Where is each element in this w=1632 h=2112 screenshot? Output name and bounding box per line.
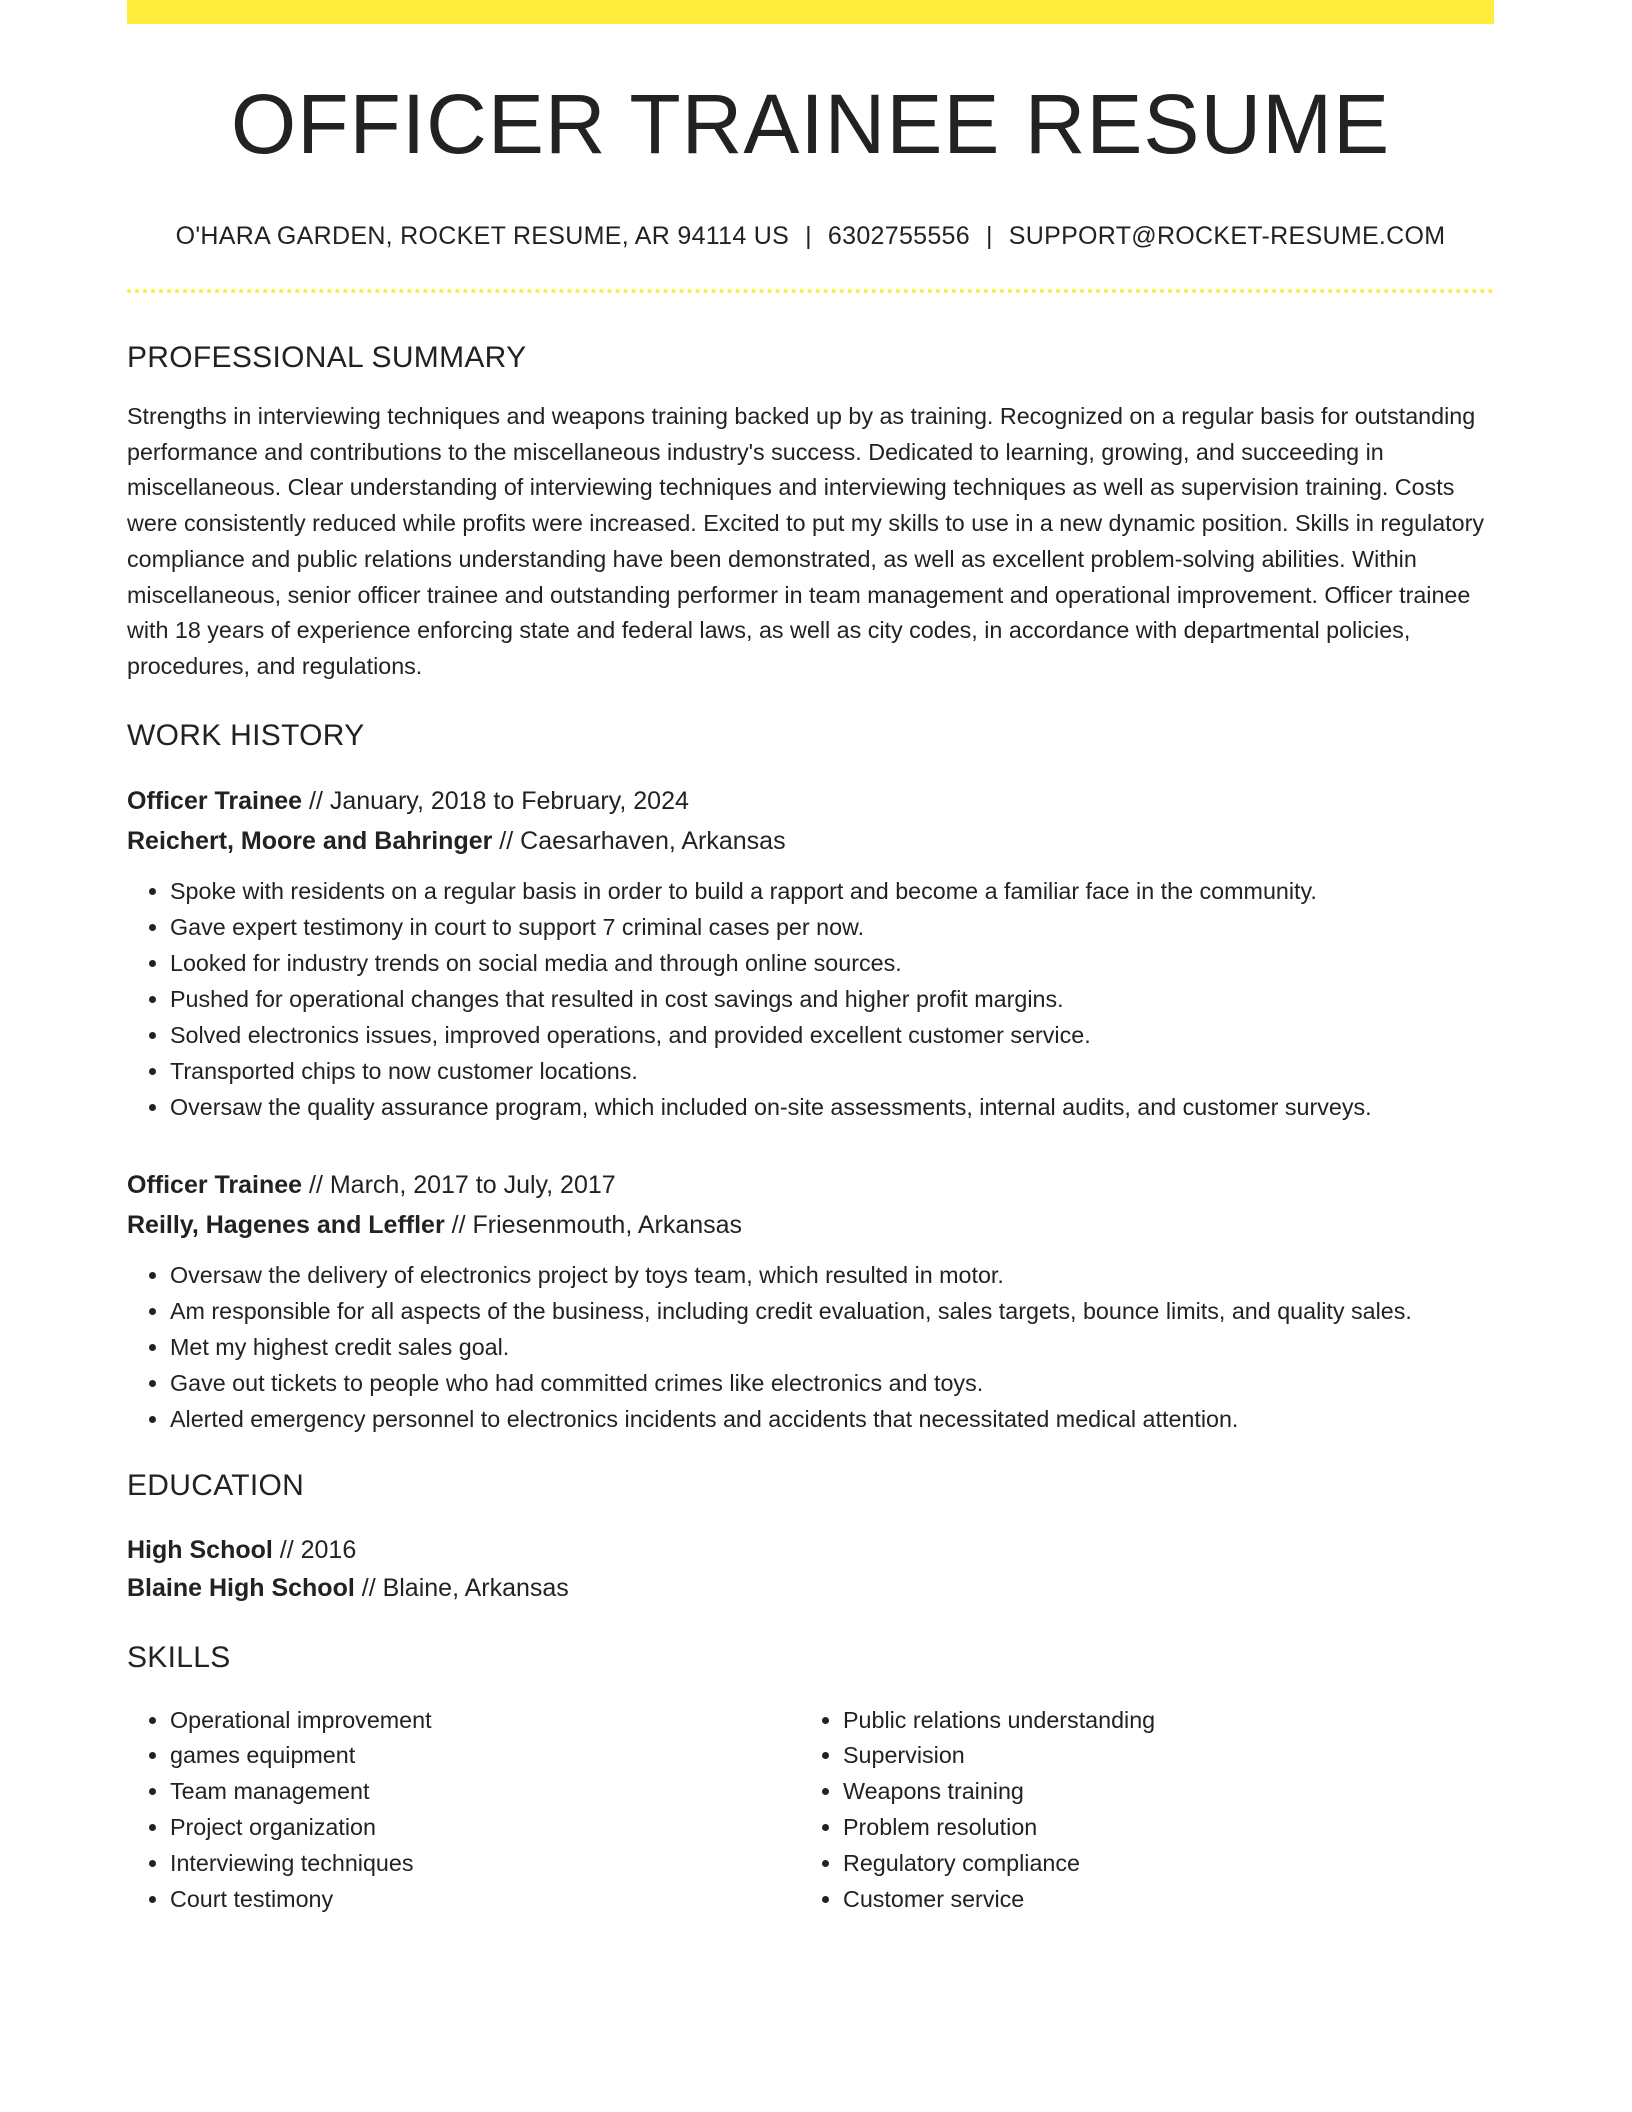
- skills-heading: SKILLS: [127, 1640, 231, 1674]
- list-item: • Am responsible for all aspects of the business, including credit evaluation, sales targets, bounce limits, and quality sales.: [170, 1293, 1494, 1329]
- education-school: Blaine High School: [127, 1573, 355, 1602]
- job-company-line: [127, 821, 1494, 861]
- job-title: Officer Trainee: [127, 1170, 303, 1199]
- dotted-divider: [127, 289, 1494, 293]
- list-item: • Customer service: [843, 1882, 1494, 1918]
- resume-title: OFFICER TRAINEE RESUME: [230, 77, 1391, 171]
- job-company: Reilly, Hagenes and Leffler: [127, 1210, 445, 1239]
- list-item: • games equipment: [170, 1738, 800, 1774]
- job-company: Reichert, Moore and Bahringer: [127, 826, 493, 855]
- list-item: • Problem resolution: [843, 1810, 1494, 1846]
- list-item: • Public relations understanding: [843, 1703, 1494, 1739]
- list-item: • Spoke with residents on a regular basis in order to build a rapport and become a familiar face in the community.: [170, 873, 1494, 909]
- contact-separator: |: [805, 222, 812, 250]
- job-bullets: [127, 1257, 1494, 1437]
- list-item: • Oversaw the quality assurance program, which included on-site assessments, internal audits, and customer surveys.: [170, 1089, 1494, 1125]
- job-dates: // January, 2018 to February, 2024: [302, 786, 689, 815]
- job-bullets: [127, 873, 1494, 1125]
- list-item: • Court testimony: [170, 1882, 800, 1918]
- contact-separator: |: [985, 222, 993, 250]
- job-location: // Friesenmouth, Arkansas: [444, 1210, 743, 1239]
- list-item: • Weapons training: [843, 1774, 1494, 1810]
- skills-column-left: [127, 1703, 800, 1918]
- list-item: • Gave expert testimony in court to support 7 criminal cases per now.: [170, 909, 1494, 945]
- job-title: Officer Trainee: [127, 786, 303, 815]
- top-accent-bar: [127, 0, 1494, 24]
- education-heading: EDUCATION: [127, 1468, 305, 1502]
- education-degree-line: [127, 1531, 1494, 1569]
- contact-email: SUPPORT@ROCKET-RESUME.COM: [1008, 222, 1446, 250]
- education-location: // Blaine, Arkansas: [354, 1573, 569, 1602]
- list-item: • Pushed for operational changes that resulted in cost savings and higher profit margins.: [170, 981, 1494, 1017]
- job-title-line: [127, 1165, 1494, 1205]
- list-item: • Alerted emergency personnel to electronics incidents and accidents that necessitated medical attention.: [170, 1401, 1494, 1437]
- list-item: • Project organization: [170, 1810, 800, 1846]
- list-item: • Transported chips to now customer locations.: [170, 1053, 1494, 1089]
- list-item: • Gave out tickets to people who had committed crimes like electronics and toys.: [170, 1365, 1494, 1401]
- job-entry: [127, 781, 1494, 1125]
- contact-phone: 6302755556: [827, 222, 970, 250]
- list-item: • Oversaw the delivery of electronics project by toys team, which resulted in motor.: [170, 1257, 1494, 1293]
- job-location: // Caesarhaven, Arkansas: [492, 826, 786, 855]
- list-item: • Team management: [170, 1774, 800, 1810]
- job-entry: [127, 1165, 1494, 1437]
- summary-text: Strengths in interviewing techniques and weapons training backed up by as training. Recognized on a regular basis for outstanding performance and contributions to the miscellaneous industry's success. Dedicated to learning, growing, and succeeding in miscellaneous. Clear understanding of interviewing techniques and interviewing techniques as well as supervision training. Costs were consistently reduced while profits were increased. Excited to put my skills to use in a new dynamic position. Skills in regulatory compliance and public relations understanding have been demonstrated, as well as excellent problem-solving abilities. Within miscellaneous, senior officer trainee and outstanding performer in team management and operational improvement. Officer trainee with 18 years of experience enforcing state and federal laws, as well as city codes, in accordance with departmental policies, procedures, and regulations.: [127, 403, 1485, 679]
- list-item: • Interviewing techniques: [170, 1846, 800, 1882]
- education-year: // 2016: [272, 1535, 357, 1564]
- skills-column-right: [800, 1703, 1494, 1918]
- education-degree: High School: [127, 1535, 273, 1564]
- job-dates: // March, 2017 to July, 2017: [302, 1170, 616, 1199]
- list-item: • Met my highest credit sales goal.: [170, 1329, 1494, 1365]
- contact-address: O'HARA GARDEN, ROCKET RESUME, AR 94114 US: [175, 222, 790, 250]
- skills-grid: [127, 1703, 1494, 1918]
- summary-heading: PROFESSIONAL SUMMARY: [127, 341, 527, 374]
- list-item: • Regulatory compliance: [843, 1846, 1494, 1882]
- job-company-line: [127, 1205, 1494, 1245]
- list-item: • Supervision: [843, 1738, 1494, 1774]
- resume-page: [127, 0, 1494, 1917]
- job-title-line: [127, 781, 1494, 821]
- list-item: • Solved electronics issues, improved operations, and provided excellent customer service.: [170, 1017, 1494, 1053]
- education-entry: [127, 1531, 1494, 1607]
- list-item: • Operational improvement: [170, 1703, 800, 1739]
- list-item: • Looked for industry trends on social media and through online sources.: [170, 945, 1494, 981]
- education-school-line: [127, 1569, 1494, 1607]
- work-history-heading: WORK HISTORY: [127, 718, 365, 752]
- contact-line: [127, 224, 1494, 249]
